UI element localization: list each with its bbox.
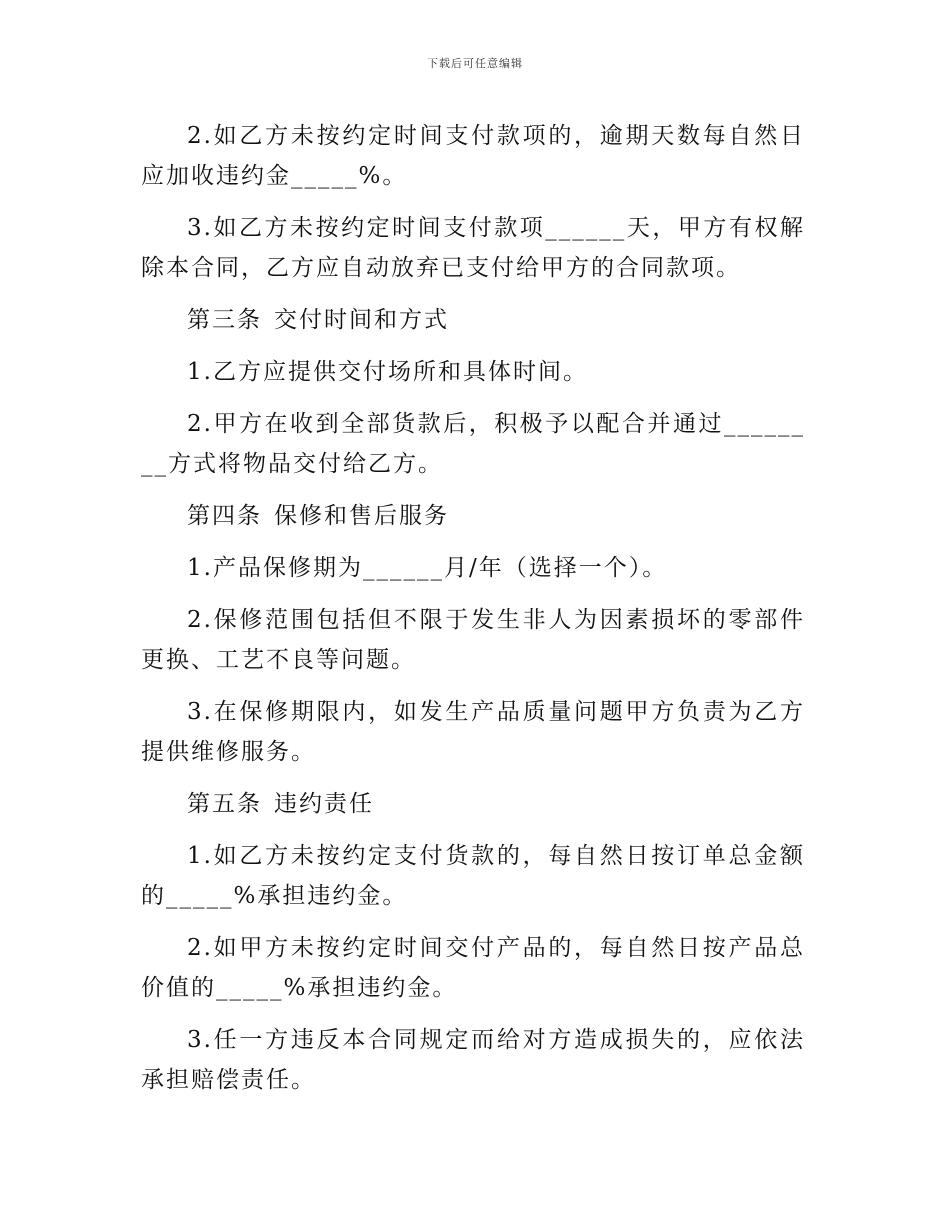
article-5-clause-1: 1.如乙方未按约定支付货款的，每自然日按订单总金额的_____%承担违约金。 — [141, 843, 805, 909]
article-3-title: 交付时间和方式 — [274, 307, 449, 333]
article-5-title: 违约责任 — [274, 791, 374, 817]
article-4-title: 保修和售后服务 — [274, 503, 449, 529]
clause-2-late-payment: 2.如乙方未按约定时间支付款项的，逾期天数每自然日应加收违约金_____%。 — [141, 123, 805, 189]
article-5-clause-2: 2.如甲方未按约定时间交付产品的，每自然日按产品总价值的_____%承担违约金。 — [141, 935, 805, 1001]
article-4-clause-2: 2.保修范围包括但不限于发生非人为因素损坏的零部件更换、工艺不良等问题。 — [141, 607, 805, 673]
clause-3-termination: 3.如乙方未按约定时间支付款项______天，甲方有权解除本合同，乙方应自动放弃已支付给甲方的合同款项。 — [141, 215, 805, 281]
article-4-heading — [141, 496, 805, 536]
article-4-clause-3: 3.在保修期限内，如发生产品质量问题甲方负责为乙方提供维修服务。 — [141, 699, 805, 765]
article-5-number: 第五条 — [187, 791, 262, 817]
article-3-number: 第三条 — [187, 307, 262, 333]
article-4-number: 第四条 — [187, 503, 262, 529]
article-3-clause-1: 1.乙方应提供交付场所和具体时间。 — [187, 359, 588, 385]
article-4-clause-1: 1.产品保修期为______月/年（选择一个）。 — [187, 555, 668, 581]
article-5-heading — [141, 784, 805, 824]
article-3-heading — [141, 300, 805, 340]
article-5-clause-3: 3.任一方违反本合同规定而给对方造成损失的，应依法承担赔偿责任。 — [141, 1027, 805, 1093]
document-body — [141, 116, 805, 1112]
article-3-clause-2: 2.甲方在收到全部货款后，积极予以配合并通过________方式将物品交付给乙方。 — [141, 411, 805, 477]
page-header: 下载后可任意编辑 — [427, 57, 523, 70]
